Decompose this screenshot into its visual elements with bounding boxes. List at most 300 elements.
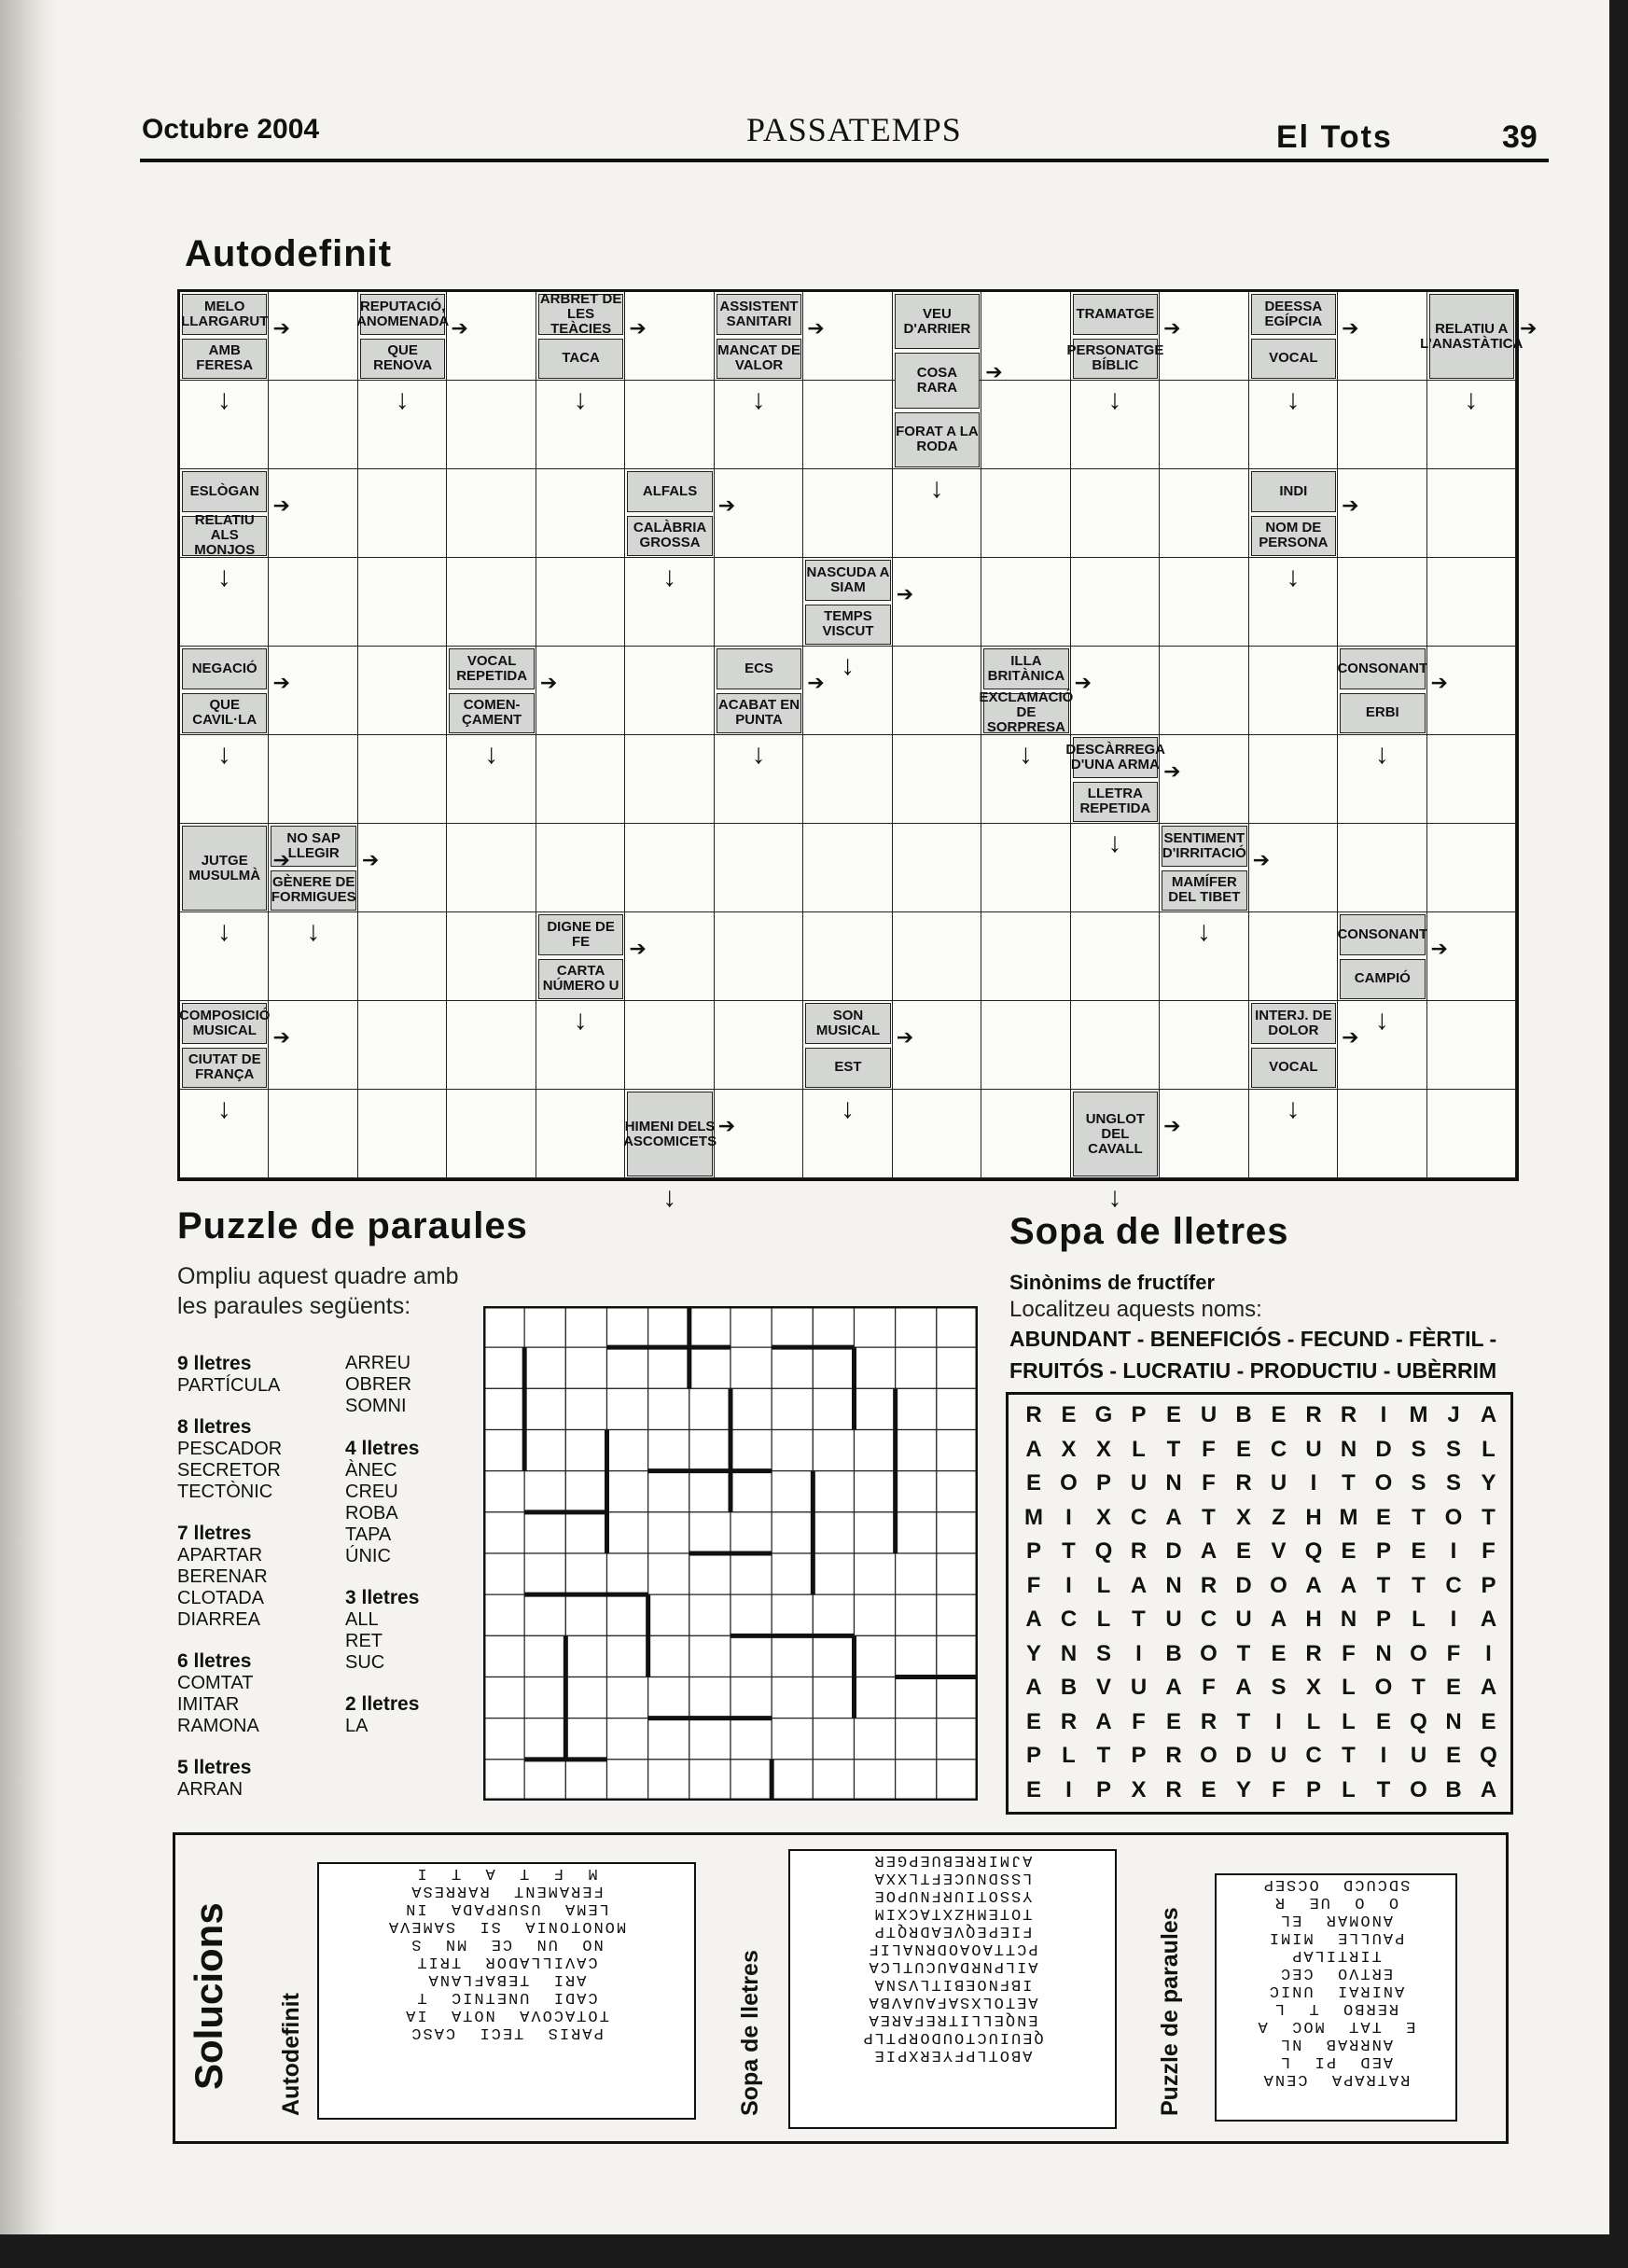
- puzzle-cell[interactable]: [483, 1594, 524, 1635]
- puzzle-cell[interactable]: [855, 1594, 896, 1635]
- sopa-letter[interactable]: B: [1165, 1640, 1182, 1666]
- crossword-cell[interactable]: [803, 469, 892, 558]
- puzzle-cell[interactable]: [855, 1347, 896, 1388]
- puzzle-cell[interactable]: [483, 1347, 524, 1388]
- sopa-letter[interactable]: A: [1095, 1708, 1112, 1734]
- sopa-letter[interactable]: I: [1380, 1402, 1387, 1427]
- crossword-cell[interactable]: [893, 735, 981, 824]
- puzzle-cell[interactable]: [565, 1718, 606, 1760]
- sopa-letter[interactable]: L: [1306, 1708, 1321, 1734]
- sopa-letter[interactable]: O: [1444, 1504, 1463, 1530]
- sopa-letter[interactable]: L: [1342, 1776, 1356, 1802]
- sopa-letter[interactable]: T: [1342, 1470, 1356, 1496]
- sopa-letter[interactable]: C: [1305, 1743, 1322, 1768]
- puzzle-cell[interactable]: [937, 1430, 978, 1471]
- crossword-cell[interactable]: [1071, 912, 1160, 1001]
- sopa-letter[interactable]: I: [1065, 1504, 1072, 1530]
- sopa-letter[interactable]: N: [1165, 1470, 1182, 1496]
- sopa-letter[interactable]: V: [1095, 1675, 1111, 1700]
- puzzle-cell[interactable]: [648, 1512, 689, 1553]
- crossword-cell[interactable]: [358, 469, 447, 558]
- puzzle-cell[interactable]: [565, 1471, 606, 1512]
- sopa-letter[interactable]: F: [1026, 1572, 1041, 1598]
- crossword-cell[interactable]: [1160, 558, 1248, 647]
- sopa-letter[interactable]: O: [1374, 1470, 1393, 1496]
- sopa-letter[interactable]: O: [1200, 1743, 1218, 1768]
- puzzle-cell[interactable]: [483, 1760, 524, 1801]
- sopa-letter[interactable]: M: [1339, 1504, 1358, 1530]
- crossword-cell[interactable]: [358, 558, 447, 647]
- puzzle-cell[interactable]: [855, 1430, 896, 1471]
- sopa-letter[interactable]: I: [1380, 1743, 1387, 1768]
- sopa-letter[interactable]: Y: [1025, 1640, 1041, 1666]
- puzzle-cell[interactable]: [607, 1512, 648, 1553]
- puzzle-cell[interactable]: [524, 1347, 565, 1388]
- puzzle-cell[interactable]: [772, 1388, 813, 1429]
- sopa-letter[interactable]: A: [1480, 1776, 1497, 1802]
- sopa-letter[interactable]: S: [1411, 1470, 1426, 1496]
- sopa-letter[interactable]: X: [1131, 1776, 1147, 1802]
- crossword-cell[interactable]: [1249, 735, 1338, 824]
- puzzle-cell[interactable]: [565, 1306, 606, 1347]
- crossword-cell[interactable]: [803, 735, 892, 824]
- puzzle-cell[interactable]: [524, 1677, 565, 1718]
- sopa-letter[interactable]: Q: [1480, 1743, 1497, 1768]
- sopa-letter[interactable]: A: [1270, 1607, 1287, 1632]
- crossword-cell[interactable]: [1427, 824, 1516, 912]
- puzzle-cell[interactable]: [855, 1512, 896, 1553]
- sopa-letter[interactable]: P: [1025, 1538, 1041, 1564]
- sopa-letter[interactable]: I: [1310, 1470, 1317, 1496]
- sopa-letter[interactable]: C: [1130, 1504, 1148, 1530]
- puzzle-cell[interactable]: [896, 1471, 937, 1512]
- sopa-letter[interactable]: R: [1200, 1572, 1218, 1598]
- puzzle-cell[interactable]: [524, 1430, 565, 1471]
- crossword-cell[interactable]: [981, 469, 1070, 558]
- sopa-letter[interactable]: E: [1165, 1708, 1181, 1734]
- puzzle-cell[interactable]: [689, 1430, 731, 1471]
- sopa-letter[interactable]: E: [1445, 1743, 1461, 1768]
- sopa-letter[interactable]: T: [1342, 1743, 1356, 1768]
- crossword-cell[interactable]: [981, 558, 1070, 647]
- sopa-letter[interactable]: T: [1132, 1607, 1146, 1632]
- puzzle-cell[interactable]: [731, 1594, 772, 1635]
- sopa-letter[interactable]: A: [1165, 1504, 1182, 1530]
- sopa-letter[interactable]: D: [1375, 1436, 1392, 1462]
- puzzle-cell[interactable]: [689, 1635, 731, 1677]
- puzzle-cell[interactable]: [813, 1471, 854, 1512]
- puzzle-cell[interactable]: [896, 1594, 937, 1635]
- puzzle-cell[interactable]: [565, 1677, 606, 1718]
- sopa-letter[interactable]: I: [1450, 1607, 1457, 1632]
- sopa-letter[interactable]: T: [1412, 1572, 1426, 1598]
- sopa-letter[interactable]: H: [1305, 1504, 1322, 1530]
- sopa-letter[interactable]: X: [1305, 1675, 1321, 1700]
- puzzle-cell[interactable]: [937, 1635, 978, 1677]
- puzzle-cell[interactable]: [813, 1760, 854, 1801]
- crossword-cell[interactable]: [1160, 647, 1248, 735]
- sopa-letter[interactable]: E: [1235, 1436, 1251, 1462]
- puzzle-cell[interactable]: [813, 1594, 854, 1635]
- sopa-letter[interactable]: B: [1235, 1402, 1252, 1427]
- crossword-cell[interactable]: [981, 912, 1070, 1001]
- sopa-letter[interactable]: R: [1340, 1402, 1357, 1427]
- crossword-cell[interactable]: [447, 558, 536, 647]
- puzzle-cell[interactable]: [731, 1306, 772, 1347]
- sopa-letter[interactable]: E: [1025, 1776, 1041, 1802]
- sopa-letter[interactable]: F: [1202, 1675, 1216, 1700]
- sopa-letter[interactable]: V: [1271, 1538, 1287, 1564]
- sopa-letter[interactable]: E: [1375, 1504, 1391, 1530]
- puzzle-cell[interactable]: [731, 1635, 772, 1677]
- crossword-cell[interactable]: [1160, 1001, 1248, 1090]
- puzzle-cell[interactable]: [607, 1388, 648, 1429]
- sopa-letter[interactable]: S: [1445, 1436, 1461, 1462]
- crossword-cell[interactable]: [1160, 469, 1248, 558]
- sopa-letter[interactable]: S: [1271, 1675, 1287, 1700]
- puzzle-cell[interactable]: [648, 1388, 689, 1429]
- sopa-letter[interactable]: A: [1235, 1675, 1252, 1700]
- puzzle-cell[interactable]: [772, 1594, 813, 1635]
- sopa-letter[interactable]: E: [1061, 1402, 1077, 1427]
- sopa-letter[interactable]: A: [1025, 1675, 1042, 1700]
- puzzle-grid[interactable]: [483, 1306, 978, 1801]
- puzzle-cell[interactable]: [607, 1553, 648, 1594]
- puzzle-cell[interactable]: [648, 1594, 689, 1635]
- sopa-letter[interactable]: A: [1340, 1572, 1357, 1598]
- puzzle-cell[interactable]: [937, 1347, 978, 1388]
- puzzle-cell[interactable]: [937, 1471, 978, 1512]
- sopa-letter[interactable]: R: [1200, 1708, 1218, 1734]
- crossword-cell[interactable]: [269, 1090, 357, 1178]
- puzzle-cell[interactable]: [937, 1677, 978, 1718]
- crossword-cell[interactable]: [803, 824, 892, 912]
- puzzle-cell[interactable]: [483, 1677, 524, 1718]
- puzzle-cell[interactable]: [607, 1430, 648, 1471]
- sopa-letter[interactable]: A: [1025, 1436, 1042, 1462]
- crossword-cell[interactable]: [893, 647, 981, 735]
- puzzle-cell[interactable]: [607, 1635, 648, 1677]
- sopa-letter[interactable]: S: [1445, 1470, 1461, 1496]
- puzzle-cell[interactable]: [689, 1594, 731, 1635]
- crossword-cell[interactable]: [1249, 912, 1338, 1001]
- sopa-letter[interactable]: R: [1305, 1640, 1322, 1666]
- crossword-cell[interactable]: [893, 824, 981, 912]
- sopa-letter[interactable]: I: [1485, 1640, 1492, 1666]
- puzzle-cell[interactable]: [855, 1388, 896, 1429]
- crossword-cell[interactable]: [1160, 381, 1248, 469]
- puzzle-cell[interactable]: [648, 1471, 689, 1512]
- puzzle-cell[interactable]: [896, 1347, 937, 1388]
- sopa-letter[interactable]: N: [1165, 1572, 1182, 1598]
- puzzle-cell[interactable]: [731, 1471, 772, 1512]
- puzzle-cell[interactable]: [772, 1718, 813, 1760]
- sopa-letter[interactable]: L: [1096, 1572, 1111, 1598]
- puzzle-cell[interactable]: [896, 1553, 937, 1594]
- puzzle-cell[interactable]: [855, 1553, 896, 1594]
- puzzle-cell[interactable]: [607, 1718, 648, 1760]
- sopa-letter[interactable]: O: [1374, 1675, 1393, 1700]
- puzzle-cell[interactable]: [731, 1718, 772, 1760]
- sopa-letter[interactable]: U: [1130, 1675, 1148, 1700]
- puzzle-cell[interactable]: [813, 1635, 854, 1677]
- crossword-cell[interactable]: [447, 824, 536, 912]
- puzzle-cell[interactable]: [607, 1306, 648, 1347]
- crossword-cell[interactable]: [803, 912, 892, 1001]
- crossword-cell[interactable]: [447, 469, 536, 558]
- sopa-letter[interactable]: A: [1130, 1572, 1148, 1598]
- sopa-letter[interactable]: E: [1411, 1538, 1426, 1564]
- crossword-cell[interactable]: [1427, 558, 1516, 647]
- crossword-cell[interactable]: [1249, 647, 1338, 735]
- sopa-letter[interactable]: A: [1165, 1675, 1182, 1700]
- puzzle-cell[interactable]: [731, 1388, 772, 1429]
- sopa-letter[interactable]: U: [1270, 1470, 1287, 1496]
- sopa-letter[interactable]: O: [1270, 1572, 1287, 1598]
- crossword-cell[interactable]: [1338, 824, 1426, 912]
- sopa-letter[interactable]: B: [1445, 1776, 1462, 1802]
- crossword-cell[interactable]: [715, 824, 803, 912]
- sopa-letter[interactable]: F: [1446, 1640, 1461, 1666]
- crossword-cell[interactable]: [536, 1090, 625, 1178]
- puzzle-cell[interactable]: [896, 1430, 937, 1471]
- puzzle-cell[interactable]: [483, 1306, 524, 1347]
- puzzle-cell[interactable]: [689, 1553, 731, 1594]
- puzzle-cell[interactable]: [648, 1760, 689, 1801]
- sopa-letter[interactable]: U: [1305, 1436, 1322, 1462]
- sopa-letter[interactable]: A: [1200, 1538, 1218, 1564]
- sopa-letter[interactable]: U: [1200, 1402, 1218, 1427]
- sopa-letter[interactable]: N: [1340, 1436, 1357, 1462]
- sopa-letter[interactable]: R: [1060, 1708, 1078, 1734]
- puzzle-cell[interactable]: [648, 1306, 689, 1347]
- puzzle-cell[interactable]: [689, 1677, 731, 1718]
- crossword-cell[interactable]: [536, 469, 625, 558]
- puzzle-cell[interactable]: [731, 1760, 772, 1801]
- puzzle-cell[interactable]: [483, 1512, 524, 1553]
- sopa-letter[interactable]: C: [1060, 1607, 1078, 1632]
- sopa-letter[interactable]: R: [1165, 1743, 1182, 1768]
- puzzle-cell[interactable]: [565, 1594, 606, 1635]
- crossword-cell[interactable]: [1427, 735, 1516, 824]
- sopa-letter[interactable]: A: [1305, 1572, 1322, 1598]
- sopa-letter[interactable]: T: [1166, 1436, 1181, 1462]
- crossword-cell[interactable]: [447, 381, 536, 469]
- puzzle-cell[interactable]: [565, 1347, 606, 1388]
- crossword-cell[interactable]: [358, 735, 447, 824]
- puzzle-cell[interactable]: [813, 1553, 854, 1594]
- puzzle-cell[interactable]: [937, 1718, 978, 1760]
- sopa-letter[interactable]: P: [1305, 1776, 1321, 1802]
- sopa-letter[interactable]: P: [1095, 1776, 1111, 1802]
- puzzle-cell[interactable]: [813, 1347, 854, 1388]
- puzzle-cell[interactable]: [648, 1677, 689, 1718]
- crossword-cell[interactable]: [447, 1001, 536, 1090]
- puzzle-cell[interactable]: [896, 1388, 937, 1429]
- puzzle-cell[interactable]: [607, 1760, 648, 1801]
- sopa-letter[interactable]: Z: [1272, 1504, 1286, 1530]
- sopa-letter[interactable]: E: [1165, 1402, 1181, 1427]
- sopa-letter[interactable]: I: [1135, 1640, 1142, 1666]
- puzzle-cell[interactable]: [937, 1553, 978, 1594]
- crossword-cell[interactable]: [1427, 469, 1516, 558]
- sopa-letter[interactable]: X: [1235, 1504, 1251, 1530]
- puzzle-cell[interactable]: [896, 1677, 937, 1718]
- sopa-letter[interactable]: T: [1096, 1743, 1111, 1768]
- sopa-letter[interactable]: L: [1062, 1743, 1076, 1768]
- sopa-letter[interactable]: M: [1024, 1504, 1043, 1530]
- puzzle-cell[interactable]: [483, 1635, 524, 1677]
- crossword-cell[interactable]: [1071, 1001, 1160, 1090]
- puzzle-cell[interactable]: [524, 1718, 565, 1760]
- crossword-cell[interactable]: [715, 912, 803, 1001]
- puzzle-cell[interactable]: [772, 1430, 813, 1471]
- sopa-letter[interactable]: P: [1095, 1470, 1111, 1496]
- puzzle-cell[interactable]: [896, 1718, 937, 1760]
- sopa-letter[interactable]: F: [1202, 1470, 1216, 1496]
- crossword-cell[interactable]: [625, 1001, 714, 1090]
- sopa-letter[interactable]: C: [1270, 1436, 1287, 1462]
- crossword-cell[interactable]: [358, 1001, 447, 1090]
- sopa-letter[interactable]: T: [1412, 1504, 1426, 1530]
- sopa-letter[interactable]: P: [1131, 1402, 1147, 1427]
- sopa-letter[interactable]: E: [1235, 1538, 1251, 1564]
- sopa-letter[interactable]: T: [1236, 1640, 1251, 1666]
- puzzle-cell[interactable]: [524, 1306, 565, 1347]
- sopa-letter[interactable]: S: [1411, 1436, 1426, 1462]
- sopa-letter[interactable]: T: [1236, 1708, 1251, 1734]
- sopa-letter[interactable]: E: [1341, 1538, 1357, 1564]
- sopa-letter[interactable]: T: [1376, 1776, 1391, 1802]
- sopa-letter[interactable]: A: [1480, 1607, 1497, 1632]
- sopa-letter[interactable]: G: [1094, 1402, 1113, 1427]
- crossword-cell[interactable]: [1338, 558, 1426, 647]
- puzzle-cell[interactable]: [524, 1760, 565, 1801]
- sopa-letter[interactable]: P: [1131, 1743, 1147, 1768]
- puzzle-cell[interactable]: [813, 1388, 854, 1429]
- sopa-letter[interactable]: F: [1342, 1640, 1356, 1666]
- puzzle-cell[interactable]: [937, 1306, 978, 1347]
- puzzle-cell[interactable]: [855, 1677, 896, 1718]
- sopa-letter[interactable]: Y: [1481, 1470, 1496, 1496]
- crossword-cell[interactable]: [1427, 1001, 1516, 1090]
- sopa-letter[interactable]: E: [1375, 1708, 1391, 1734]
- puzzle-cell[interactable]: [772, 1553, 813, 1594]
- puzzle-cell[interactable]: [896, 1512, 937, 1553]
- crossword-cell[interactable]: [269, 735, 357, 824]
- puzzle-cell[interactable]: [607, 1347, 648, 1388]
- sopa-letter[interactable]: F: [1132, 1708, 1146, 1734]
- puzzle-cell[interactable]: [648, 1553, 689, 1594]
- sopa-letter[interactable]: F: [1272, 1776, 1286, 1802]
- puzzle-cell[interactable]: [855, 1718, 896, 1760]
- sopa-letter[interactable]: U: [1165, 1607, 1182, 1632]
- sopa-letter[interactable]: A: [1480, 1402, 1497, 1427]
- puzzle-cell[interactable]: [689, 1471, 731, 1512]
- puzzle-cell[interactable]: [565, 1430, 606, 1471]
- puzzle-cell[interactable]: [607, 1594, 648, 1635]
- crossword-cell[interactable]: [981, 824, 1070, 912]
- puzzle-cell[interactable]: [813, 1718, 854, 1760]
- puzzle-cell[interactable]: [524, 1553, 565, 1594]
- sopa-letter[interactable]: I: [1450, 1538, 1457, 1564]
- sopa-letter[interactable]: N: [1375, 1640, 1392, 1666]
- sopa-letter[interactable]: H: [1305, 1607, 1322, 1632]
- puzzle-cell[interactable]: [565, 1512, 606, 1553]
- puzzle-cell[interactable]: [607, 1471, 648, 1512]
- sopa-letter[interactable]: L: [1096, 1607, 1111, 1632]
- puzzle-cell[interactable]: [483, 1430, 524, 1471]
- crossword-cell[interactable]: [1338, 1090, 1426, 1178]
- sopa-letter[interactable]: R: [1130, 1538, 1148, 1564]
- puzzle-cell[interactable]: [648, 1347, 689, 1388]
- puzzle-cell[interactable]: [896, 1760, 937, 1801]
- sopa-letter[interactable]: I: [1065, 1776, 1072, 1802]
- puzzle-cell[interactable]: [689, 1512, 731, 1553]
- sopa-letter[interactable]: X: [1095, 1436, 1111, 1462]
- sopa-letter[interactable]: F: [1482, 1538, 1496, 1564]
- puzzle-cell[interactable]: [855, 1635, 896, 1677]
- puzzle-cell[interactable]: [772, 1677, 813, 1718]
- puzzle-cell[interactable]: [772, 1347, 813, 1388]
- sopa-letter[interactable]: Y: [1235, 1776, 1251, 1802]
- sopa-letter[interactable]: R: [1165, 1776, 1182, 1802]
- sopa-letter[interactable]: Q: [1094, 1538, 1113, 1564]
- puzzle-cell[interactable]: [524, 1512, 565, 1553]
- puzzle-cell[interactable]: [483, 1388, 524, 1429]
- sopa-letter[interactable]: L: [1482, 1436, 1496, 1462]
- sopa-letter[interactable]: D: [1235, 1572, 1252, 1598]
- sopa-letter[interactable]: F: [1202, 1436, 1216, 1462]
- crossword-cell[interactable]: [536, 558, 625, 647]
- crossword-cell[interactable]: [981, 381, 1070, 469]
- puzzle-cell[interactable]: [937, 1760, 978, 1801]
- sopa-letter[interactable]: R: [1025, 1402, 1042, 1427]
- sopa-letter[interactable]: P: [1375, 1607, 1391, 1632]
- crossword-cell[interactable]: [447, 912, 536, 1001]
- puzzle-cell[interactable]: [772, 1471, 813, 1512]
- sopa-letter[interactable]: X: [1095, 1504, 1111, 1530]
- crossword-cell[interactable]: [715, 558, 803, 647]
- puzzle-cell[interactable]: [524, 1471, 565, 1512]
- sopa-letter[interactable]: R: [1305, 1402, 1322, 1427]
- puzzle-cell[interactable]: [855, 1306, 896, 1347]
- crossword-cell[interactable]: [1338, 381, 1426, 469]
- puzzle-cell[interactable]: [813, 1306, 854, 1347]
- sopa-letter[interactable]: A: [1480, 1675, 1497, 1700]
- sopa-letter[interactable]: J: [1447, 1402, 1460, 1427]
- sopa-letter[interactable]: Q: [1304, 1538, 1323, 1564]
- sopa-letter[interactable]: T: [1062, 1538, 1076, 1564]
- crossword-cell[interactable]: [803, 381, 892, 469]
- sopa-letter[interactable]: E: [1445, 1675, 1461, 1700]
- sopa-letter[interactable]: P: [1481, 1572, 1496, 1598]
- crossword-cell[interactable]: [625, 824, 714, 912]
- sopa-letter-grid[interactable]: [1006, 1392, 1513, 1815]
- sopa-letter[interactable]: C: [1200, 1607, 1218, 1632]
- puzzle-cell[interactable]: [689, 1306, 731, 1347]
- puzzle-cell[interactable]: [731, 1347, 772, 1388]
- puzzle-cell[interactable]: [689, 1388, 731, 1429]
- puzzle-cell[interactable]: [565, 1388, 606, 1429]
- sopa-letter[interactable]: L: [1132, 1436, 1146, 1462]
- sopa-letter[interactable]: T: [1202, 1504, 1216, 1530]
- puzzle-cell[interactable]: [855, 1760, 896, 1801]
- sopa-letter[interactable]: B: [1060, 1675, 1078, 1700]
- puzzle-cell[interactable]: [896, 1306, 937, 1347]
- crossword-cell[interactable]: [1071, 469, 1160, 558]
- puzzle-cell[interactable]: [813, 1430, 854, 1471]
